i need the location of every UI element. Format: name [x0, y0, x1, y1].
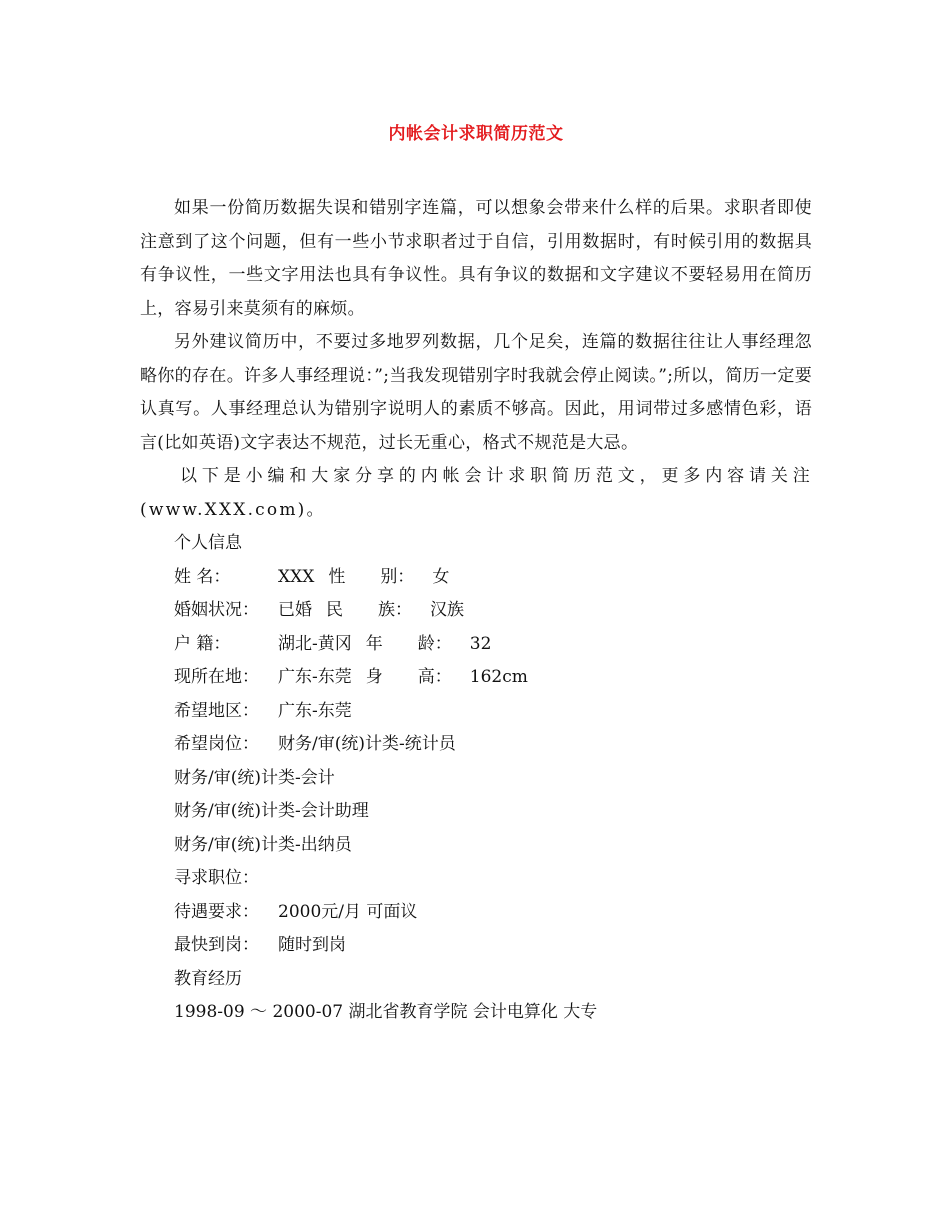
row-marital-ethnic: [140, 594, 812, 628]
hukou-value: 湖北-黄冈: [278, 633, 352, 654]
paragraph-3: 以下是小编和大家分享的内帐会计求职简历范文，更多内容请关注(www.XXX.com)。: [140, 466, 812, 520]
document-page: [140, 120, 812, 1030]
gender-value: 女: [432, 566, 450, 587]
height-label: 身 高：: [365, 667, 452, 687]
gender-label: 性 别：: [328, 566, 415, 587]
height-value: 162cm: [469, 667, 528, 687]
location-value: 广东-东莞: [278, 667, 352, 687]
row-location-height: [140, 661, 812, 695]
row-desired-area: [140, 695, 812, 729]
row-name-gender: [140, 561, 812, 595]
age-label: 年 龄：: [365, 633, 452, 654]
seek-position-label: 寻求职位：: [174, 868, 259, 888]
extra-post-1: 财务/审(统)计类-会计: [174, 767, 335, 788]
name-value: XXX: [278, 566, 315, 587]
name-label: 姓 名：: [174, 566, 231, 587]
desired-post-value: 财务/审(统)计类-统计员: [278, 734, 456, 754]
row-hukou-age: [140, 628, 812, 662]
section-personal-heading: 个人信息: [174, 533, 242, 553]
desired-area-value: 广东-东莞: [278, 700, 352, 721]
document-title: 内帐会计求职简历范文: [388, 124, 564, 144]
ethnic-label: 民 族：: [326, 600, 412, 620]
marital-label: 婚姻状况：: [174, 600, 259, 620]
paragraph-1: 如果一份简历数据失误和错别字连篇，可以想象会带来什么样的后果。求职者即使注意到了这个问题，但有一些小节求职者过于自信，引用数据时，有时候引用的数据具有争议性，一些文字用法也具有争议性。具有争议的数据和文字建议不要轻易用在简历上，容易引来莫须有的麻烦。: [140, 198, 812, 319]
marital-value: 已婚: [278, 600, 312, 620]
ethnic-value: 汉族: [430, 600, 464, 620]
start-value: 随时到岗: [278, 935, 346, 955]
education-entry: 1998-09 ～ 2000-07 湖北省教育学院 会计电算化 大专: [174, 1002, 598, 1022]
extra-post-3: 财务/审(统)计类-出纳员: [174, 834, 352, 855]
desired-post-label: 希望岗位：: [174, 734, 259, 754]
extra-post-2: 财务/审(统)计类-会计助理: [174, 801, 369, 821]
salary-value: 2000元/月 可面议: [278, 901, 418, 922]
row-start: [140, 929, 812, 963]
location-label: 现所在地：: [174, 667, 259, 687]
desired-area-label: 希望地区：: [174, 700, 259, 721]
row-salary: [140, 896, 812, 930]
start-label: 最快到岗：: [174, 935, 259, 955]
paragraph-2: 另外建议简历中，不要过多地罗列数据，几个足矣，连篇的数据往往让人事经理忽略你的存在。许多人事经理说：”;当我发现错别字时我就会停止阅读。”;所以，简历一定要认真写。人事经理总认为错别字说明人的素质不够高。因此，用词带过多感情色彩，语言(比如英语)文字表达不规范，过长无重心，格式不规范是大忌。: [140, 332, 812, 453]
hukou-label: 户 籍：: [174, 633, 231, 654]
salary-label: 待遇要求：: [174, 901, 259, 922]
age-value: 32: [469, 633, 492, 654]
row-desired-post: [140, 728, 812, 762]
section-education-heading: 教育经历: [174, 968, 242, 989]
